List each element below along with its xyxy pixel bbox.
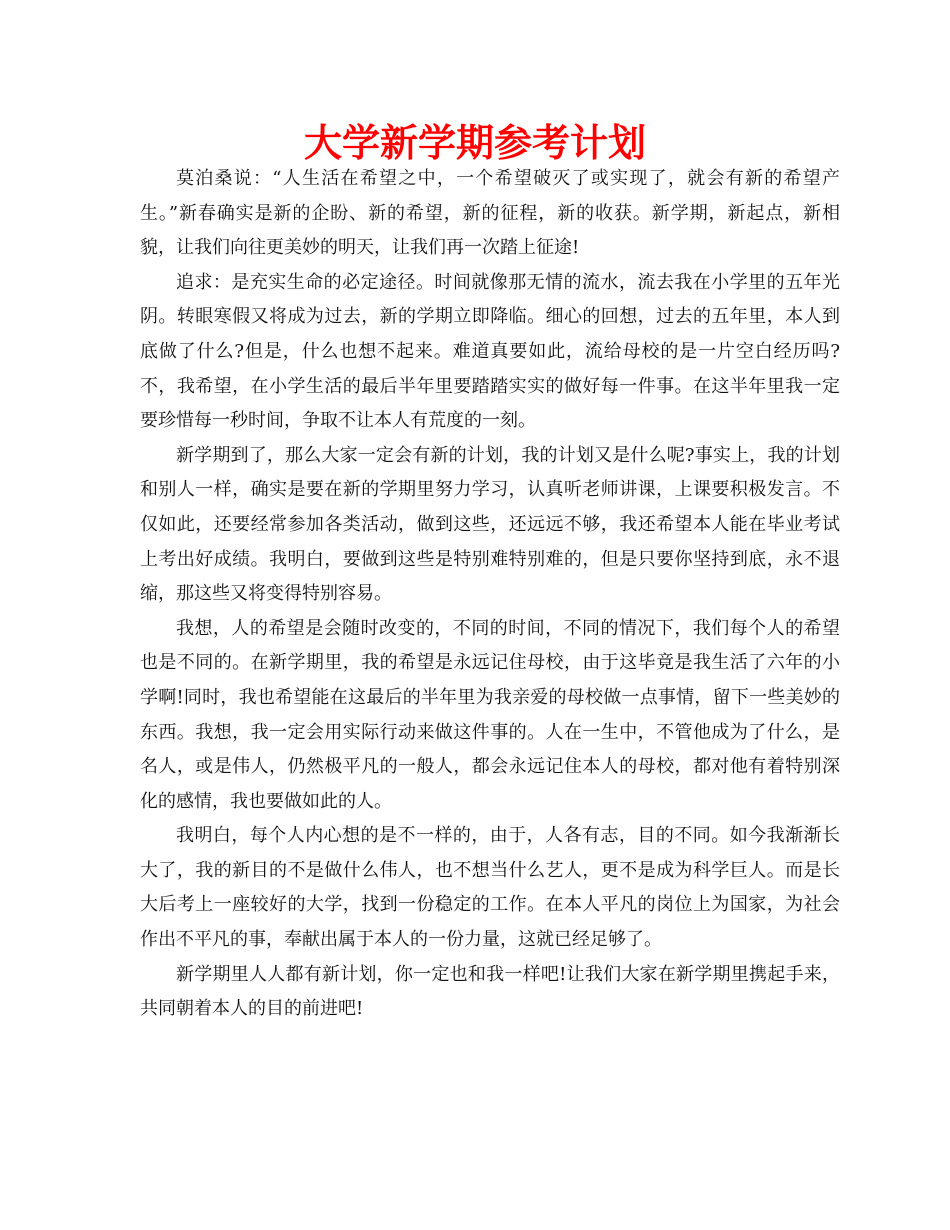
document-title: 大学新学期参考计划 bbox=[303, 121, 646, 165]
paragraph-1: 莫泊桑说：“人生活在希望之中，一个希望破灭了或实现了，就会有新的希望产生。”新春确实是新的企盼、新的希望，新的征程，新的收获。新学期，新起点，新相貌，让我们向往更美妙的明天，让我们再一次踏上征途! bbox=[140, 168, 840, 259]
paragraph-3: 新学期到了，那么大家一定会有新的计划，我的计划又是什么呢?事实上，我的计划和别人一样，确实是要在新的学期里努力学习，认真听老师讲课，上课要积极发言。不仅如此，还要经常参加各类活动，做到这些，还远远不够，我还希望本人能在毕业考试上考出好成绩。我明白，要做到这些是特别难特别难的，但是只要你坚持到底，永不退缩，那这些又将变得特别容易。 bbox=[140, 444, 840, 605]
paragraph-6: 新学期里人人都有新计划，你一定也和我一样吧!让我们大家在新学期里携起手来，共同朝着本人的目的前进吧! bbox=[140, 963, 840, 1020]
document-body bbox=[140, 162, 840, 1027]
paragraph-5: 我明白，每个人内心想的是不一样的，由于，人各有志，目的不同。如今我渐渐长大了，我的新目的不是做什么伟人，也不想当什么艺人，更不是成为科学巨人。而是长大后考上一座较好的大学，找到一份稳定的工作。在本人平凡的岗位上为国家，为社会作出不平凡的事，奉献出属于本人的一份力量，这就已经足够了。 bbox=[140, 825, 840, 951]
paragraph-4: 我想，人的希望是会随时改变的，不同的时间，不同的情况下，我们每个人的希望也是不同的。在新学期里，我的希望是永远记住母校，由于这毕竟是我生活了六年的小学啊!同时，我也希望能在这最后的半年里为我亲爱的母校做一点事情，留下一些美妙的东西。我想，我一定会用实际行动来做这件事的。人在一生中，不管他成为了什么，是名人，或是伟人，仍然极平凡的一般人，都会永远记住本人的母校，都对他有着特别深化的感情，我也要做如此的人。 bbox=[140, 617, 840, 812]
paragraph-2: 追求：是充实生命的必定途径。时间就像那无情的流水，流去我在小学里的五年光阴。转眼寒假又将成为过去，新的学期立即降临。细心的回想，过去的五年里，本人到底做了什么?但是，什么也想不起来。难道真要如此，流给母校的是一片空白经历吗?不，我希望，在小学生活的最后半年里要踏踏实实的做好每一件事。在这半年里我一定要珍惜每一秒时间，争取不让本人有荒度的一刻。 bbox=[140, 271, 840, 432]
